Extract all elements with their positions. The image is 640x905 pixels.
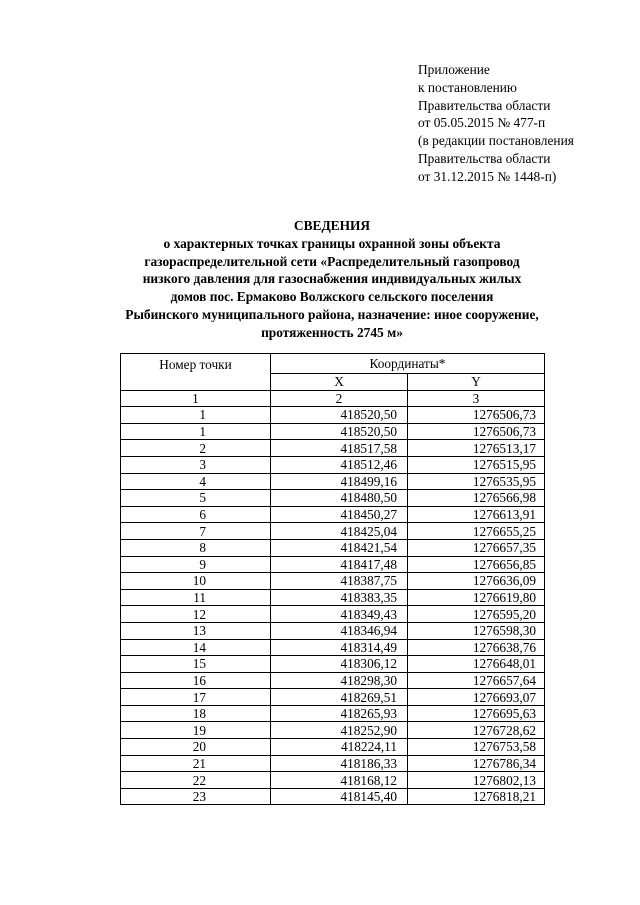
point-number-cell: 9 <box>121 556 271 573</box>
x-coordinate-cell: 418517,58 <box>271 440 408 457</box>
point-number-cell: 19 <box>121 722 271 739</box>
x-coordinate-cell: 418480,50 <box>271 490 408 507</box>
y-coordinate-cell: 1276728,62 <box>408 722 545 739</box>
subtitle-line: о характерных точках границы охранной зоны объекта <box>163 235 501 251</box>
point-number-cell: 8 <box>121 539 271 556</box>
y-coordinate-cell: 1276598,30 <box>408 622 545 639</box>
x-coordinate-cell: 418417,48 <box>271 556 408 573</box>
x-coordinate-cell: 418252,90 <box>271 722 408 739</box>
point-number-cell: 15 <box>121 656 271 673</box>
column-number-row <box>121 390 545 407</box>
table-row <box>121 656 545 673</box>
point-number-cell: 1 <box>121 423 271 440</box>
appendix-line: к постановлению <box>418 79 517 95</box>
table-row <box>121 705 545 722</box>
y-coordinate-cell: 1276535,95 <box>408 473 545 490</box>
point-number-cell: 5 <box>121 490 271 507</box>
y-coordinate-cell: 1276786,34 <box>408 755 545 772</box>
point-number-cell: 22 <box>121 772 271 789</box>
point-number-cell: 21 <box>121 755 271 772</box>
x-coordinate-cell: 418450,27 <box>271 506 408 523</box>
header-point-number: Номер точки <box>121 354 271 391</box>
header-x: X <box>271 374 408 391</box>
y-coordinate-cell: 1276566,98 <box>408 490 545 507</box>
y-coordinate-cell: 1276619,80 <box>408 589 545 606</box>
point-number-cell: 2 <box>121 440 271 457</box>
y-coordinate-cell: 1276818,21 <box>408 788 545 805</box>
x-coordinate-cell: 418383,35 <box>271 589 408 606</box>
point-number-cell: 7 <box>121 523 271 540</box>
table-row <box>121 490 545 507</box>
coordinates-table <box>120 353 545 805</box>
subtitle-line: домов пос. Ермаково Волжского сельского поселения <box>170 289 494 305</box>
subtitle-line: Рыбинского муниципального района, назначение: иное сооружение, <box>125 306 539 322</box>
y-coordinate-cell: 1276638,76 <box>408 639 545 656</box>
table-row <box>121 722 545 739</box>
column-number: 2 <box>271 390 408 407</box>
x-coordinate-cell: 418186,33 <box>271 755 408 772</box>
column-number: 3 <box>408 390 545 407</box>
point-number-cell: 12 <box>121 606 271 623</box>
point-number-cell: 14 <box>121 639 271 656</box>
table-row <box>121 556 545 573</box>
subtitle-line: газораспределительной сети «Распределительный газопровод <box>144 253 520 269</box>
table-row <box>121 755 545 772</box>
point-number-cell: 23 <box>121 788 271 805</box>
x-coordinate-cell: 418349,43 <box>271 606 408 623</box>
x-coordinate-cell: 418512,46 <box>271 456 408 473</box>
y-coordinate-cell: 1276595,20 <box>408 606 545 623</box>
table-row <box>121 456 545 473</box>
table-row <box>121 440 545 457</box>
header-y: Y <box>408 374 545 391</box>
point-number-cell: 10 <box>121 573 271 590</box>
subtitle-line: протяженность 2745 м» <box>261 324 403 340</box>
appendix-line: Правительства области <box>418 150 551 166</box>
point-number-cell: 16 <box>121 672 271 689</box>
table-row <box>121 622 545 639</box>
y-coordinate-cell: 1276506,73 <box>408 407 545 424</box>
table-row <box>121 689 545 706</box>
table-row <box>121 423 545 440</box>
y-coordinate-cell: 1276802,13 <box>408 772 545 789</box>
document-title: СВЕДЕНИЯ <box>293 218 371 233</box>
y-coordinate-cell: 1276648,01 <box>408 656 545 673</box>
point-number-cell: 1 <box>121 407 271 424</box>
y-coordinate-cell: 1276693,07 <box>408 689 545 706</box>
column-number: 1 <box>121 390 271 407</box>
y-coordinate-cell: 1276657,64 <box>408 672 545 689</box>
point-number-cell: 11 <box>121 589 271 606</box>
x-coordinate-cell: 418168,12 <box>271 772 408 789</box>
y-coordinate-cell: 1276506,73 <box>408 423 545 440</box>
x-coordinate-cell: 418520,50 <box>271 407 408 424</box>
appendix-line: (в редакции постановления <box>418 133 574 149</box>
x-coordinate-cell: 418346,94 <box>271 622 408 639</box>
y-coordinate-cell: 1276515,95 <box>408 456 545 473</box>
table-row <box>121 739 545 756</box>
table-row <box>121 473 545 490</box>
point-number-cell: 13 <box>121 622 271 639</box>
x-coordinate-cell: 418499,16 <box>271 473 408 490</box>
appendix-line: Правительства области <box>418 97 551 113</box>
table-row <box>121 523 545 540</box>
x-coordinate-cell: 418265,93 <box>271 705 408 722</box>
x-coordinate-cell: 418269,51 <box>271 689 408 706</box>
y-coordinate-cell: 1276655,25 <box>408 523 545 540</box>
table-row <box>121 589 545 606</box>
table-row <box>121 772 545 789</box>
appendix-line: от 05.05.2015 № 477-п <box>418 115 546 131</box>
table-row <box>121 639 545 656</box>
header-coordinates: Координаты* <box>271 354 545 374</box>
point-number-cell: 4 <box>121 473 271 490</box>
table-row <box>121 672 545 689</box>
point-number-cell: 18 <box>121 705 271 722</box>
x-coordinate-cell: 418306,12 <box>271 656 408 673</box>
point-number-cell: 17 <box>121 689 271 706</box>
table-row <box>121 407 545 424</box>
point-number-cell: 6 <box>121 506 271 523</box>
x-coordinate-cell: 418314,49 <box>271 639 408 656</box>
x-coordinate-cell: 418298,30 <box>271 672 408 689</box>
y-coordinate-cell: 1276613,91 <box>408 506 545 523</box>
y-coordinate-cell: 1276656,85 <box>408 556 545 573</box>
table-header-row <box>121 354 545 374</box>
appendix-line: Приложение <box>418 62 490 77</box>
point-number-cell: 20 <box>121 739 271 756</box>
document-heading <box>100 217 564 342</box>
x-coordinate-cell: 418520,50 <box>271 423 408 440</box>
point-number-cell: 3 <box>121 456 271 473</box>
y-coordinate-cell: 1276753,58 <box>408 739 545 756</box>
table-row <box>121 788 545 805</box>
table-row <box>121 506 545 523</box>
y-coordinate-cell: 1276695,63 <box>408 705 545 722</box>
table-row <box>121 606 545 623</box>
table-row <box>121 573 545 590</box>
appendix-line: от 31.12.2015 № 1448-п) <box>418 168 557 184</box>
table-row <box>121 539 545 556</box>
x-coordinate-cell: 418387,75 <box>271 573 408 590</box>
x-coordinate-cell: 418425,04 <box>271 523 408 540</box>
y-coordinate-cell: 1276636,09 <box>408 573 545 590</box>
y-coordinate-cell: 1276657,35 <box>408 539 545 556</box>
appendix-block <box>418 61 574 186</box>
y-coordinate-cell: 1276513,17 <box>408 440 545 457</box>
x-coordinate-cell: 418421,54 <box>271 539 408 556</box>
x-coordinate-cell: 418224,11 <box>271 739 408 756</box>
subtitle-line: низкого давления для газоснабжения индивидуальных жилых <box>142 271 522 287</box>
x-coordinate-cell: 418145,40 <box>271 788 408 805</box>
